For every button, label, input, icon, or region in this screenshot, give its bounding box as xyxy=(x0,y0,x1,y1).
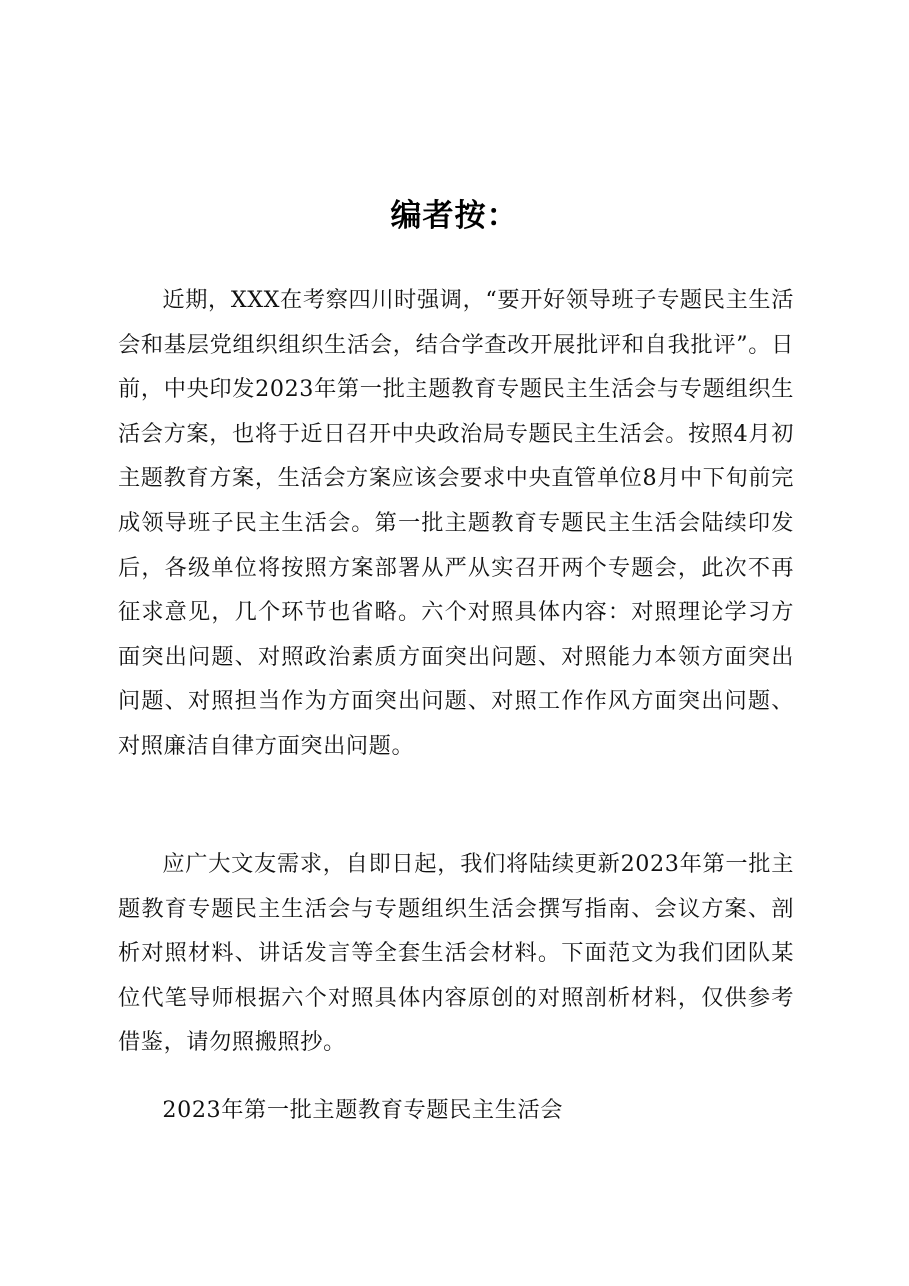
paragraph-intro: 近期，XXX在考察四川时强调，“要开好领导班子专题民主生活会和基层党组织组织生活会，结合学查改开展批评和自我批评”。日前，中央印发2023年第一批主题教育专题民主生活会与专题组织生活会方案，也将于近日召开中央政治局专题民主生活会。按照4月初主题教育方案，生活会方案应该会要求中央直管单位8月中下旬前完成领导班子民主生活会。第一批主题教育专题民主生活会陆续印发后，各级单位将按照方案部署从严从实召开两个专题会，此次不再征求意见，几个环节也省略。六个对照具体内容：对照理论学习方面突出问题、对照政治素质方面突出问题、对照能力本领方面突出问题、对照担当作为方面突出问题、对照工作作风方面突出问题、对照廉洁自律方面突出问题。 xyxy=(118,287,794,759)
paragraph-subtitle: 2023年第一批主题教育专题民主生活会 xyxy=(162,1097,564,1123)
paragraph-update-notice: 应广大文友需求，自即日起，我们将陆续更新2023年第一批主题教育专题民主生活会与专题组织生活会撰写指南、会议方案、剖析对照材料、讲话发言等全套生活会材料。下面范文为我们团队某位代笔导师根据六个对照具体内容原创的对照剖析材料，仅供参考借鉴，请勿照搬照抄。 xyxy=(118,851,794,1056)
editor-note-title: 编者按： xyxy=(390,198,519,234)
